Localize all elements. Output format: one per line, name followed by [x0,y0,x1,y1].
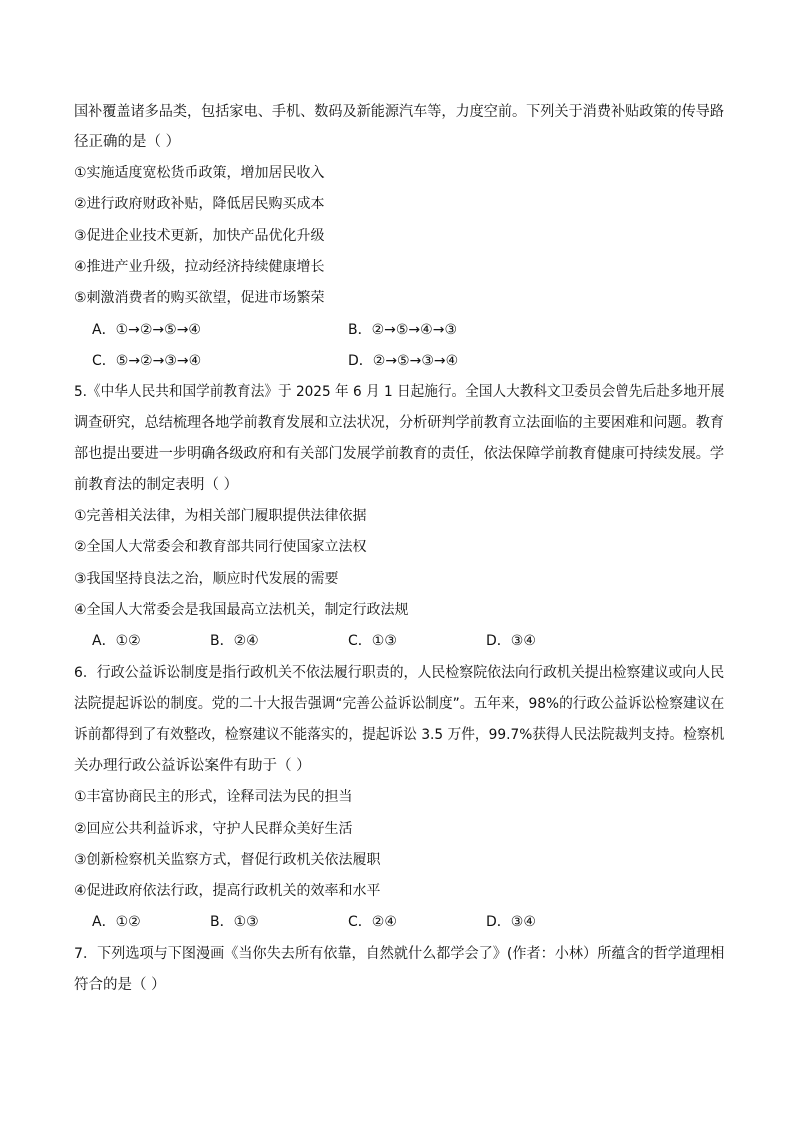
q6-stem-line-3: 诉前都得到了有效整改，检察建议不能落实的，提起诉讼 3.5 万件，99.7%获得人民法院裁判支持。检察机 [74,727,725,743]
q6-item-1: ①丰富协商民主的形式，诠释司法为民的担当 [74,789,353,805]
q6-stem-line-1: 6．行政公益诉讼制度是指行政机关不依法履行职责的，人民检察院依法向行政机关提出检察建议或向人民 [74,665,725,681]
q5-item-2: ②全国人大常委会和教育部共同行使国家立法权 [74,539,367,555]
q4-item-2: ②进行政府财政补贴，降低居民购买成本 [74,196,325,212]
q6-stem-line-2: 法院提起诉讼的制度。党的二十大报告强调“完善公益诉讼制度”。五年来，98%的行政公益诉讼检察建议在 [74,696,725,712]
q6-option-a: A．①② [92,914,141,930]
q4-item-4: ④推进产业升级，拉动经济持续健康增长 [74,259,325,275]
q5-option-b: B．②④ [210,633,259,649]
q4-item-5: ⑤刺激消费者的购买欲望，促进市场繁荣 [74,290,325,306]
q4-item-3: ③促进企业技术更新，加快产品优化升级 [74,228,325,244]
q5-stem-line-1: 5.《中华人民共和国学前教育法》于 2025 年 6 月 1 日起施行。全国人大教科文卫委员会曾先后赴多地开展 [74,384,725,400]
q7-stem-line-1: 7．下列选项与下图漫画《当你失去所有依靠，自然就什么都学会了》(作者：小林）所蕴含的哲学道理相 [74,946,725,962]
q5-item-3: ③我国坚持良法之治，顺应时代发展的需要 [74,571,339,587]
q5-option-a: A．①② [92,633,141,649]
q6-option-d: D．③④ [486,914,536,930]
q4-stem-line-2: 径正确的是（ ） [74,134,181,150]
q4-item-1: ①实施适度宽松货币政策，增加居民收入 [74,165,325,181]
q6-option-c: C．②④ [348,914,397,930]
q6-item-3: ③创新检察机关监察方式，督促行政机关依法履职 [74,852,381,868]
q4-stem-line-1: 国补覆盖诸多品类，包括家电、手机、数码及新能源汽车等，力度空前。下列关于消费补贴政策的传导路 [74,104,724,120]
q4-option-a: A．①→②→⑤→④ [92,322,201,338]
q4-option-b: B．②→⑤→④→③ [348,322,457,338]
q5-stem-line-4: 前教育法的制定表明（ ） [74,477,239,493]
q4-option-c: C．⑤→②→③→④ [92,353,202,369]
q5-item-4: ④全国人大常委会是我国最高立法机关，制定行政法规 [74,602,409,618]
q4-option-d: D．②→⑤→③→④ [348,353,459,369]
q6-stem-line-4: 关办理行政公益诉讼案件有助于（ ） [74,758,311,774]
q6-item-4: ④促进政府依法行政，提高行政机关的效率和水平 [74,883,381,899]
q6-option-b: B．①③ [210,914,259,930]
q5-option-c: C．①③ [348,633,397,649]
q6-item-2: ②回应公共利益诉求，守护人民群众美好生活 [74,821,353,837]
q5-option-d: D．③④ [486,633,536,649]
q5-stem-line-3: 部也提出要进一步明确各级政府和有关部门发展学前教育的责任，依法保障学前教育健康可持续发展。学 [74,446,724,462]
q7-stem-line-2: 符合的是（ ） [74,977,166,993]
q5-item-1: ①完善相关法律，为相关部门履职提供法律依据 [74,508,367,524]
q5-stem-line-2: 调查研究，总结梳理各地学前教育发展和立法状况，分析研判学前教育立法面临的主要困难和问题。教育 [74,415,724,431]
